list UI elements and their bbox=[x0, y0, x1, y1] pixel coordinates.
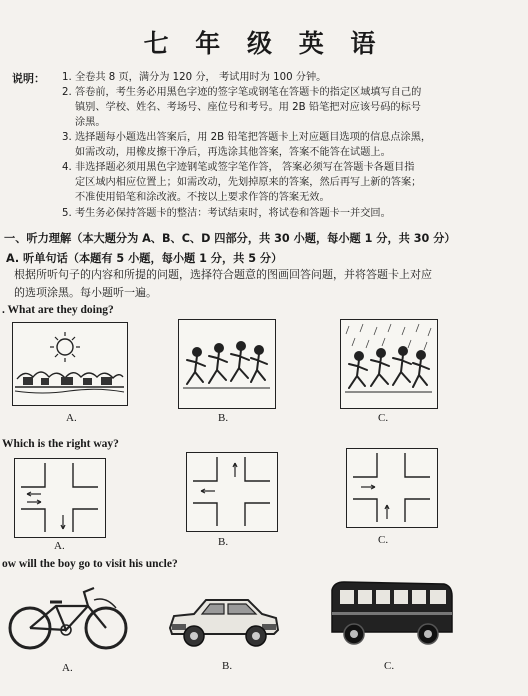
option-picture-beach bbox=[12, 322, 128, 406]
part-a-heading: A. 听单句话（本题有 5 小题，每小题 1 分，共 5 分） bbox=[6, 252, 283, 265]
note-line: 3. 选择题每小题选出答案后，用 2B 铅笔把答题卡上对应题目选项的信息点涂黑， bbox=[62, 132, 432, 143]
note-line: 不准使用铅笔和涂改液。不按以上要求作答的答案无效。 bbox=[75, 192, 330, 203]
option-picture-running bbox=[178, 319, 276, 409]
section-heading: 一、听力理解（本大题分为 A、B、C、D 四部分，共 30 小题，每小题 1 分，共 30 分） bbox=[4, 232, 456, 245]
instruction-line: 根据所听句子的内容和所提的问题，选择符合题意的图画回答问题，并将答题卡上对应 bbox=[14, 268, 432, 281]
option-label: B. bbox=[222, 660, 233, 672]
option-label: B. bbox=[218, 536, 229, 548]
option-picture-crossroad bbox=[186, 452, 278, 532]
option-label: A. bbox=[62, 662, 73, 674]
option-label: C. bbox=[384, 660, 395, 672]
note-line: 涂黑。 bbox=[75, 117, 106, 128]
option-label: C. bbox=[378, 412, 389, 424]
note-line: 2. 答卷前，考生务必用黑色字迹的签字笔或钢笔在答题卡的指定区域填写自己的 bbox=[62, 87, 422, 98]
option-label: A. bbox=[54, 540, 65, 552]
instruction-line: 的选项涂黑。每小题听一遍。 bbox=[14, 286, 157, 299]
note-line: 定区域内相应位置上；如需改动，先划掉原来的答案，然后再写上新的答案； bbox=[75, 177, 422, 188]
option-label: C. bbox=[378, 534, 389, 546]
question-text: ow will the boy go to visit his uncle? bbox=[2, 558, 178, 570]
option-picture-bicycle bbox=[4, 578, 132, 654]
option-picture-crossroad bbox=[346, 448, 438, 528]
notes-label: 说明： bbox=[12, 72, 45, 85]
option-picture-running-rain bbox=[340, 319, 438, 409]
question-text: . What are they doing? bbox=[2, 304, 114, 316]
note-line: 1. 全卷共 8 页，满分为 120 分， 考试用时为 100 分钟。 bbox=[62, 72, 327, 83]
option-picture-crossroad bbox=[14, 458, 106, 538]
note-line: 4. 非选择题必须用黑色字迹钢笔或签字笔作答， 答案必须写在答题卡各题目指 bbox=[62, 162, 415, 173]
option-label: B. bbox=[218, 412, 229, 424]
question-text: Which is the right way? bbox=[2, 438, 119, 450]
option-picture-bus bbox=[326, 576, 456, 652]
note-line: 5. 考生务必保持答题卡的整洁：考试结束时，将试卷和答题卡一并交回。 bbox=[62, 208, 391, 219]
option-picture-car bbox=[164, 584, 284, 654]
note-line: 镇别、学校、姓名、考场号、座位号和考号。用 2B 铅笔把对应该号码的标号 bbox=[75, 102, 421, 113]
page-title: 七 年 级 英 语 bbox=[143, 29, 385, 58]
note-line: 如需改动，用橡皮擦干净后，再选涂其他答案，答案不能答在试题上。 bbox=[75, 147, 391, 158]
option-label: A. bbox=[66, 412, 77, 424]
